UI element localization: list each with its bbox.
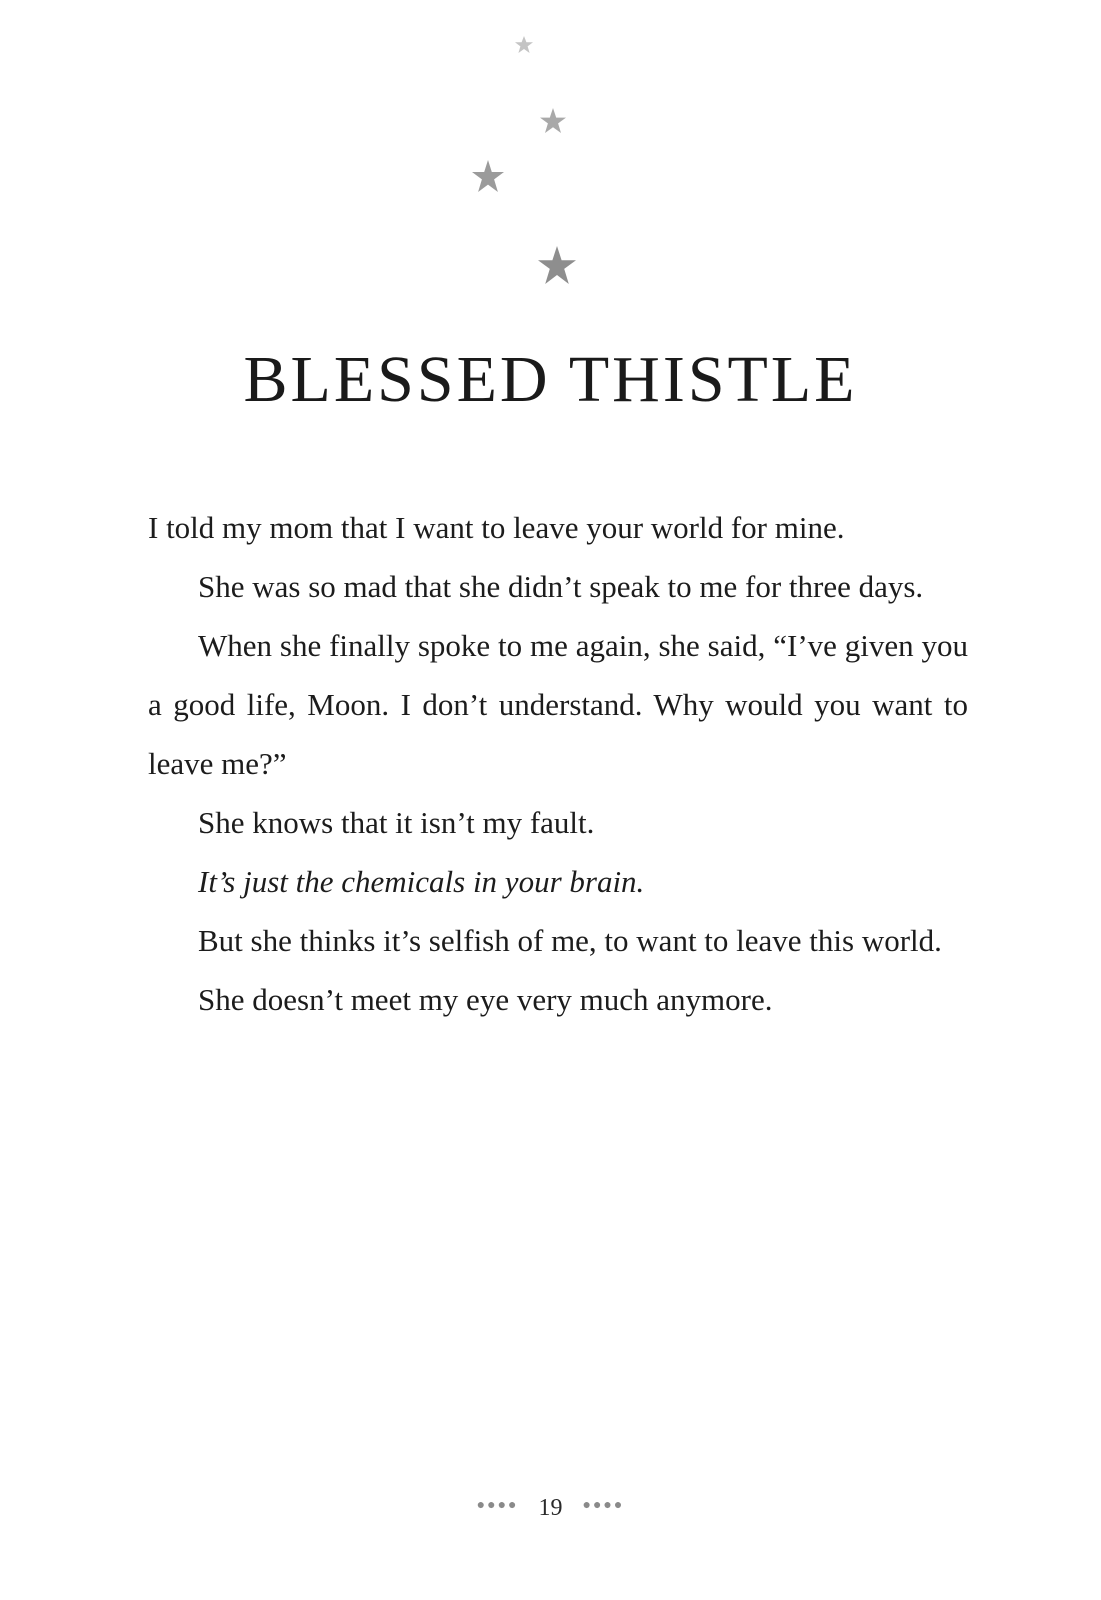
chapter-title: BLESSED THISTLE [243,343,858,416]
star-icon [538,246,576,284]
chapter-body [148,498,968,1029]
star-ornament [0,0,1101,320]
paragraph: She doesn’t meet my eye very much anymore. [198,982,773,1017]
paragraph: She was so mad that she didn’t speak to me for three days. [198,569,924,604]
ornament-dots-right: ●●●● [582,1498,625,1514]
page-number: 19 [538,1495,563,1521]
paragraph: She knows that it isn’t my fault. [198,805,595,840]
paragraph: But she thinks it’s selfish of me, to want to leave this world. [198,923,942,958]
paragraph: I told my mom that I want to leave your world for mine. [148,510,845,545]
page-footer [0,1495,1101,1522]
paragraph: When she finally spoke to me again, she said, “I’ve given you a good life, Moon. I don’t understand. Why would you want to leave me?” [148,628,968,781]
ornament-dots-left: ●●●● [476,1498,519,1514]
italic-thought: It’s just the chemicals in your brain. [198,864,645,899]
star-icon [515,36,533,53]
star-icon [472,160,504,192]
star-icon [540,108,566,133]
